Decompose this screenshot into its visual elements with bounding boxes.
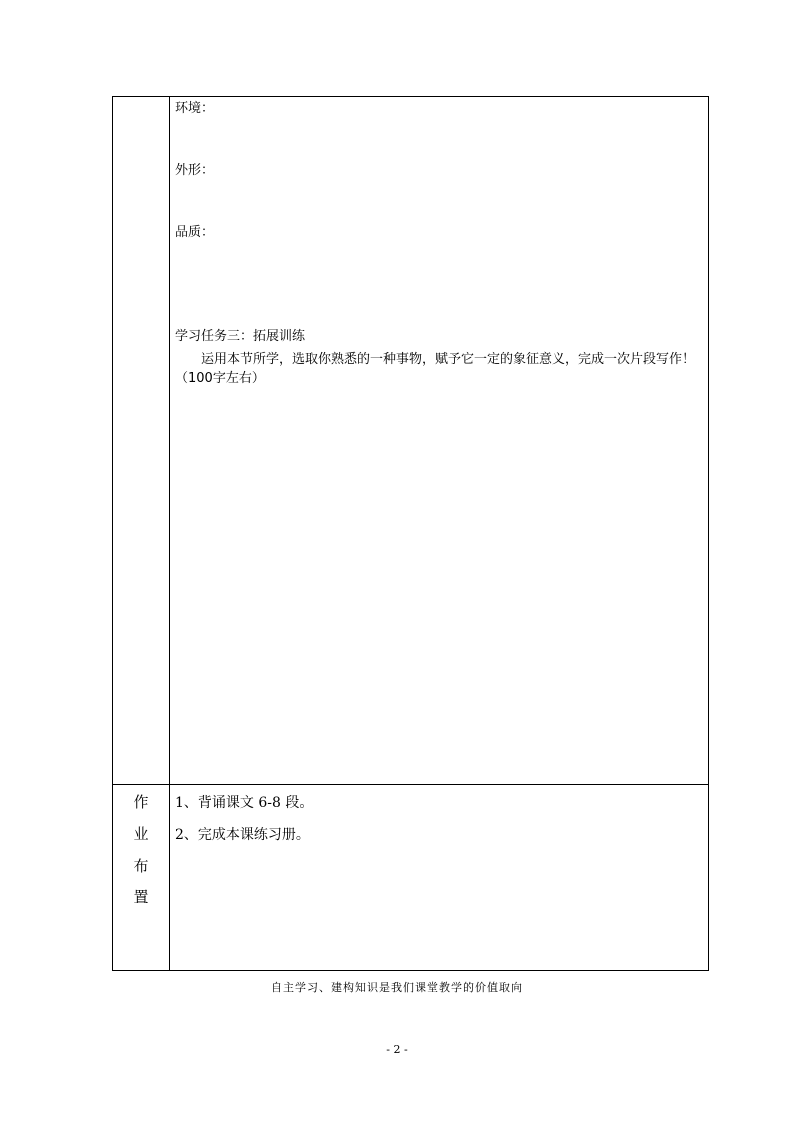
appearance-label: 外形：: [175, 163, 215, 178]
page-number: - 2 -: [386, 1043, 408, 1056]
row-divider: [113, 784, 708, 785]
homework-side-char: 置: [133, 888, 149, 906]
footer-slogan: 自主学习、建构知识是我们课堂教学的价值取向: [271, 981, 523, 994]
quality-label: 品质：: [175, 225, 215, 240]
task3-body-text: 运用本节所学，选取你熟悉的一种事物，赋予它一定的象征意义，完成一次片段写作！（100字左右）: [175, 352, 696, 386]
homework-side-char: 业: [133, 825, 149, 843]
homework-side-char: 布: [133, 857, 149, 875]
homework-item: 2、完成本课练习册。: [175, 827, 310, 843]
homework-side-char: 作: [133, 793, 149, 811]
task3-body: [175, 350, 700, 388]
environment-label: 环境：: [175, 101, 215, 116]
homework-item: 1、背诵课文 6-8 段。: [175, 795, 314, 811]
column-divider: [169, 97, 170, 970]
lesson-table: [112, 96, 709, 971]
task3-title: 学习任务三：拓展训练: [175, 329, 306, 344]
